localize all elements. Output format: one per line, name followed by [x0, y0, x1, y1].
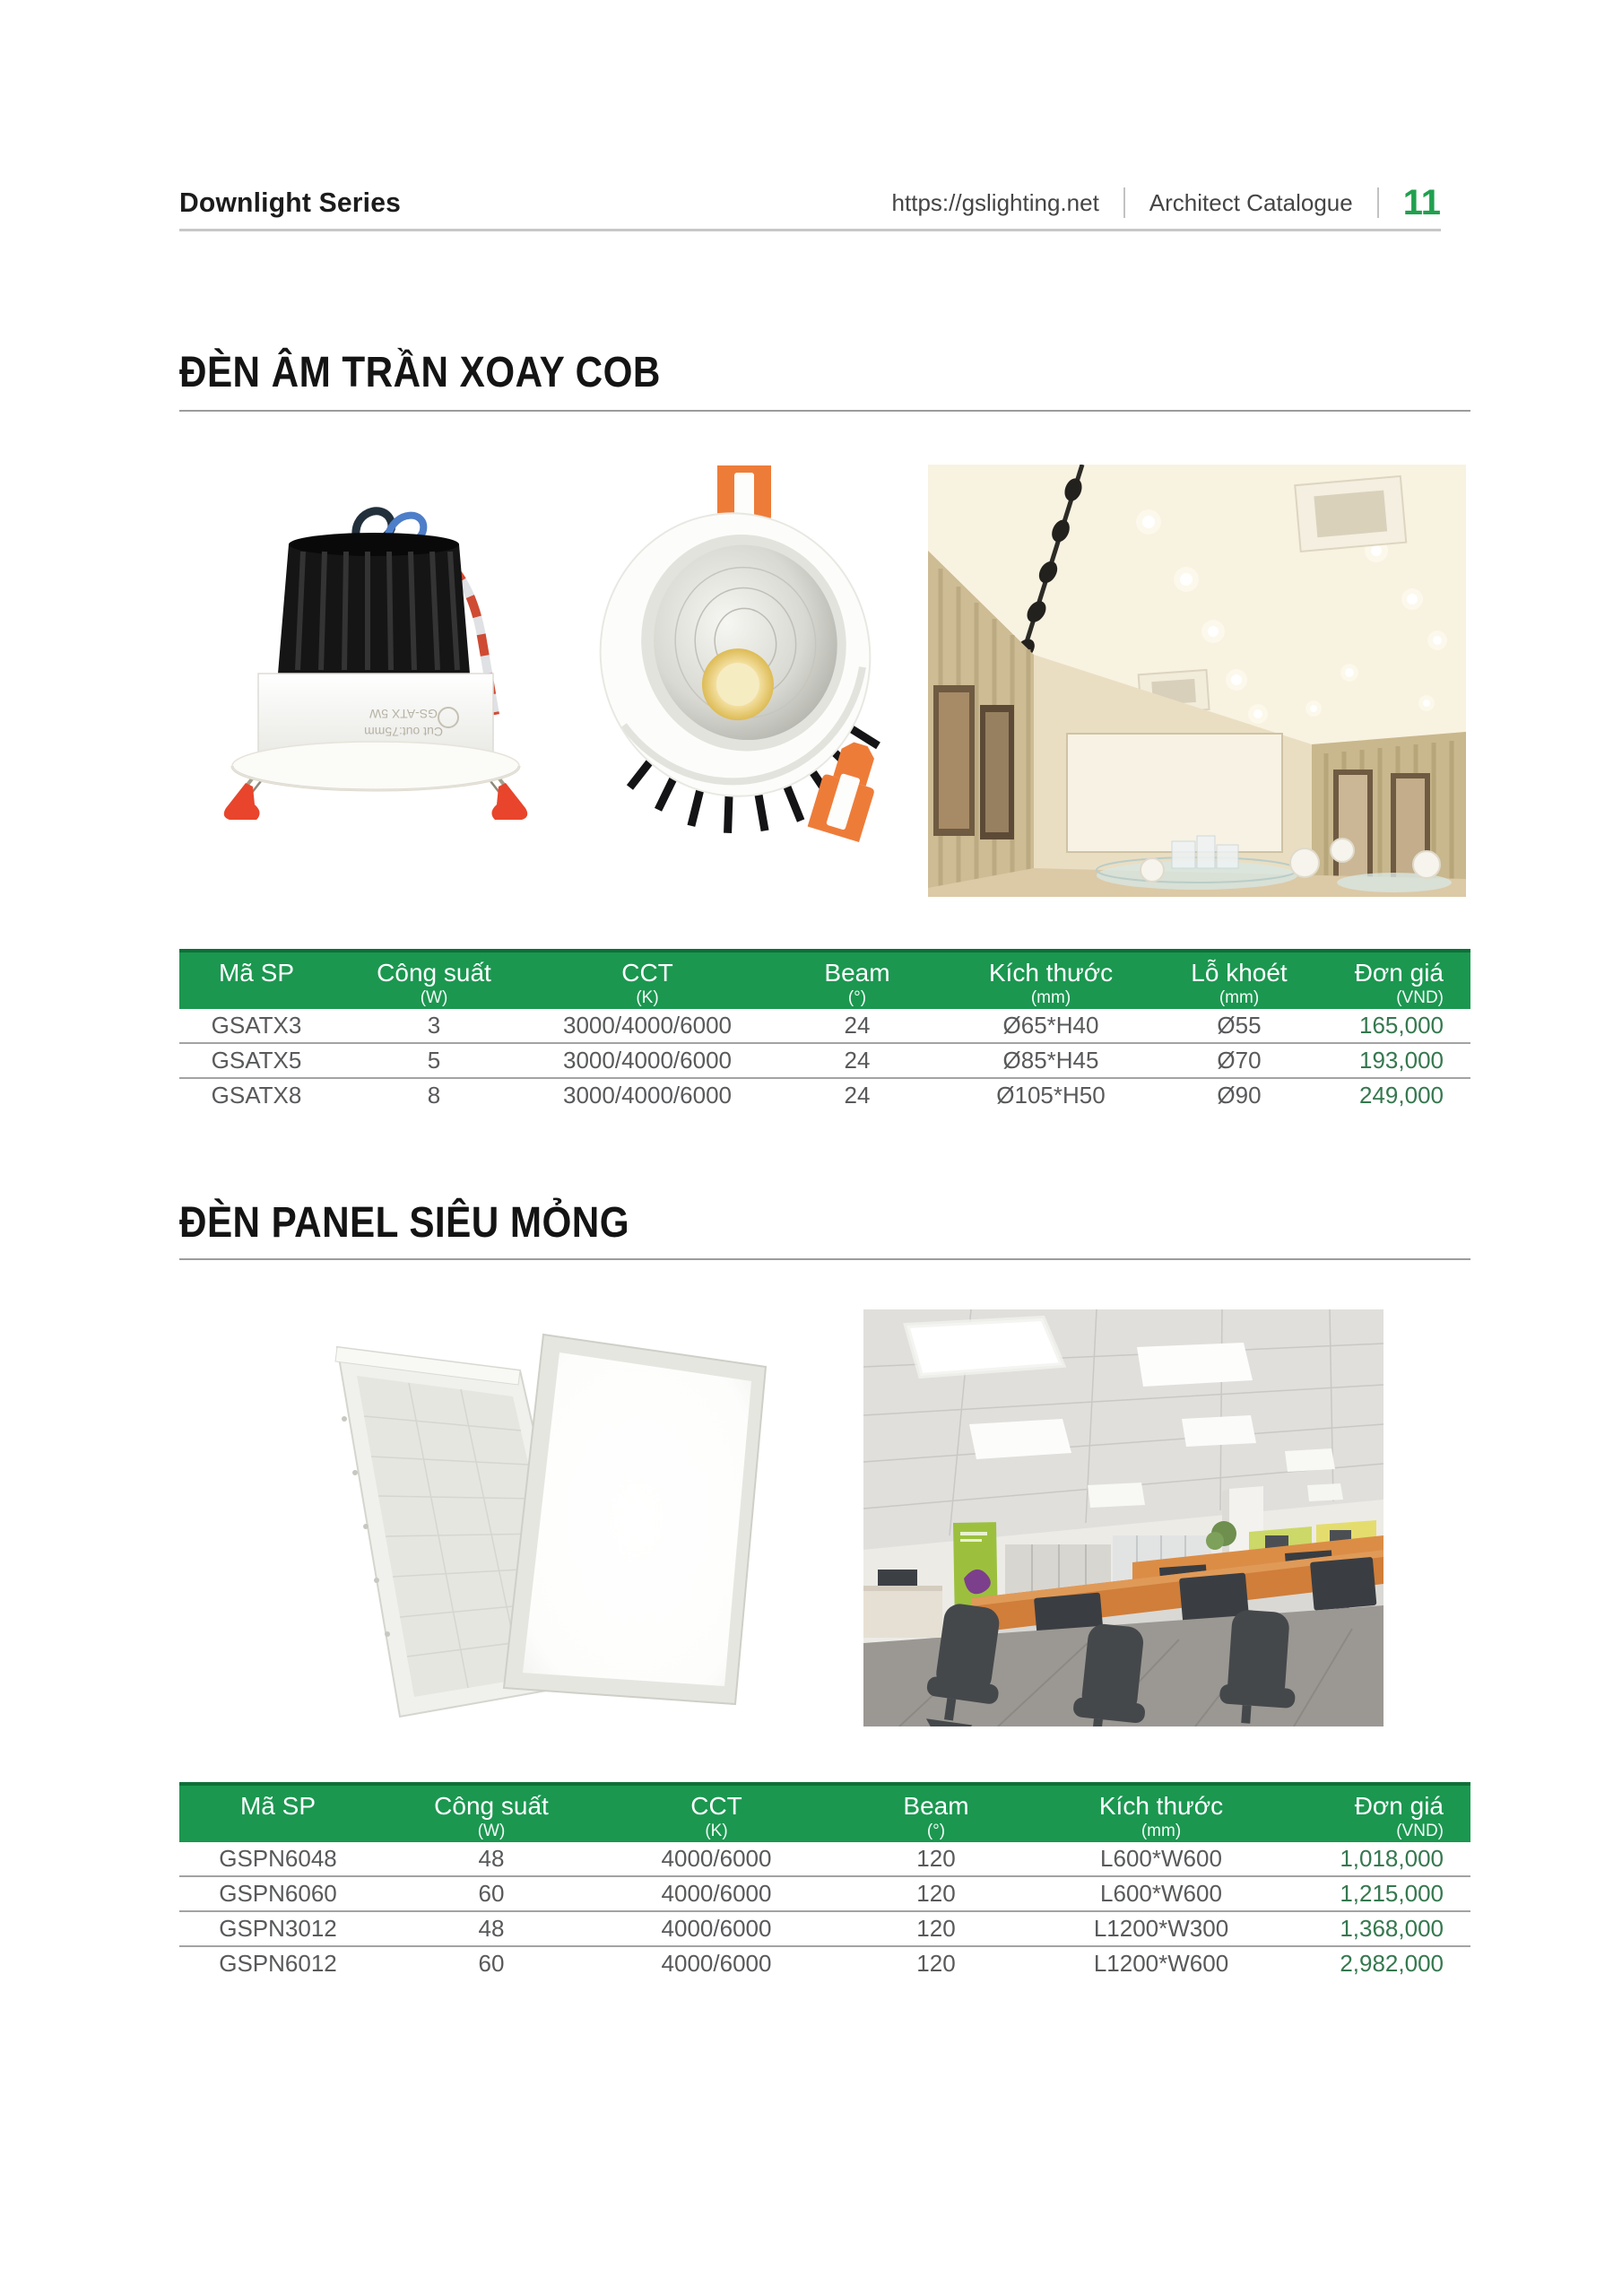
product-photo-panel-lights: [312, 1311, 787, 1737]
page-number: 11: [1402, 183, 1441, 222]
product-label-cutout: Cut out:75mm: [364, 725, 443, 739]
product-code-cell: GSPN3012: [179, 1911, 377, 1946]
product-code-cell: GSATX5: [179, 1043, 334, 1078]
table-row: [179, 1911, 1470, 1946]
table-row: [179, 1078, 1470, 1112]
value-cell: Ø55: [1148, 1009, 1331, 1043]
value-cell: 120: [827, 1876, 1045, 1911]
column-header-3: CCT (K): [534, 951, 760, 1009]
value-cell: 4000/6000: [606, 1876, 827, 1911]
product-photo-downlight-side: [179, 489, 569, 822]
section-title-cob: ĐÈN ÂM TRẦN XOAY COB: [179, 349, 661, 396]
section-rule-cob: [179, 410, 1470, 412]
value-cell: 48: [377, 1911, 606, 1946]
page-header: [179, 178, 1441, 228]
table-row: [179, 1043, 1470, 1078]
value-cell: 4000/6000: [606, 1911, 827, 1946]
column-header-7: Đơn giá (VND): [1331, 951, 1470, 1009]
value-cell: L600*W600: [1045, 1842, 1277, 1876]
table-row: [179, 1842, 1470, 1876]
price-cell: 1,368,000: [1277, 1911, 1470, 1946]
column-header-5: Kích thước (mm): [1045, 1784, 1277, 1842]
product-code-cell: GSPN6048: [179, 1842, 377, 1876]
product-code-cell: GSPN6060: [179, 1876, 377, 1911]
price-cell: 165,000: [1331, 1009, 1470, 1043]
panel-spec-table: [179, 1782, 1470, 1980]
table-header-row: [179, 951, 1470, 1009]
value-cell: L600*W600: [1045, 1876, 1277, 1911]
value-cell: 48: [377, 1842, 606, 1876]
value-cell: L1200*W300: [1045, 1911, 1277, 1946]
value-cell: 60: [478, 1950, 505, 1977]
value-cell: 4000/6000: [606, 1842, 827, 1876]
table-header-row: [179, 1784, 1470, 1842]
price-cell: 193,000: [1331, 1043, 1470, 1078]
column-header-3: CCT (K): [606, 1784, 827, 1842]
value-cell: 24: [760, 1009, 954, 1043]
value-cell: Ø105*H50: [996, 1082, 1106, 1109]
value-cell: 3000/4000/6000: [534, 1009, 760, 1043]
photo-cob-application-room: [928, 465, 1466, 897]
price-cell: 1,215,000: [1277, 1876, 1470, 1911]
value-cell: 120: [827, 1911, 1045, 1946]
column-header-1: Mã SP: [179, 1784, 377, 1842]
value-cell: Ø65*H40: [954, 1009, 1148, 1043]
product-code-cell: GSATX3: [179, 1009, 334, 1043]
price-cell: 1,018,000: [1277, 1842, 1470, 1876]
value-cell: 8: [427, 1082, 441, 1109]
column-header-5: Kích thước (mm): [954, 951, 1148, 1009]
product-label-model: GS-ATX 5W: [369, 707, 438, 721]
value-cell: Ø85*H45: [954, 1043, 1148, 1078]
price-cell: 249,000: [1359, 1082, 1444, 1109]
header-meta: [892, 185, 1441, 221]
column-header-4: Beam (°): [827, 1784, 1045, 1842]
column-header-6: Đơn giá (VND): [1277, 1784, 1470, 1842]
value-cell: 60: [377, 1876, 606, 1911]
value-cell: 4000/6000: [661, 1950, 772, 1977]
catalogue-name: Architect Catalogue: [1149, 188, 1353, 216]
cob-spec-table: [179, 949, 1470, 1112]
table-row: [179, 1946, 1470, 1980]
table-row: [179, 1009, 1470, 1043]
value-cell: 120: [827, 1842, 1045, 1876]
header-divider: [1377, 187, 1379, 218]
product-code-cell: GSPN6012: [219, 1950, 337, 1977]
value-cell: 3: [334, 1009, 534, 1043]
section-rule-panel: [179, 1258, 1470, 1260]
value-cell: 24: [760, 1043, 954, 1078]
column-header-6: Lỗ khoét (mm): [1148, 951, 1331, 1009]
value-cell: 5: [334, 1043, 534, 1078]
section-title-panel: ĐÈN PANEL SIÊU MỎNG: [179, 1199, 629, 1247]
series-title: Downlight Series: [179, 187, 402, 218]
table-row: [179, 1876, 1470, 1911]
value-cell: L1200*W600: [1093, 1950, 1229, 1977]
column-header-2: Công suất (W): [377, 1784, 606, 1842]
header-divider: [1123, 187, 1125, 218]
column-header-4: Beam (°): [760, 951, 954, 1009]
product-code-cell: GSATX8: [211, 1082, 302, 1109]
value-cell: Ø90: [1217, 1082, 1262, 1109]
value-cell: Ø70: [1148, 1043, 1331, 1078]
column-header-2: Công suất (W): [334, 951, 534, 1009]
column-header-1: Mã SP: [179, 951, 334, 1009]
site-url-link[interactable]: https://gslighting.net: [891, 188, 1099, 216]
value-cell: 120: [916, 1950, 956, 1977]
value-cell: 3000/4000/6000: [534, 1043, 760, 1078]
value-cell: 24: [844, 1082, 871, 1109]
header-rule: [179, 229, 1441, 231]
price-cell: 2,982,000: [1340, 1950, 1444, 1977]
photo-panel-application-office: [863, 1309, 1383, 1726]
product-photo-downlight-tilt: [581, 462, 895, 843]
value-cell: 3000/4000/6000: [563, 1082, 732, 1109]
